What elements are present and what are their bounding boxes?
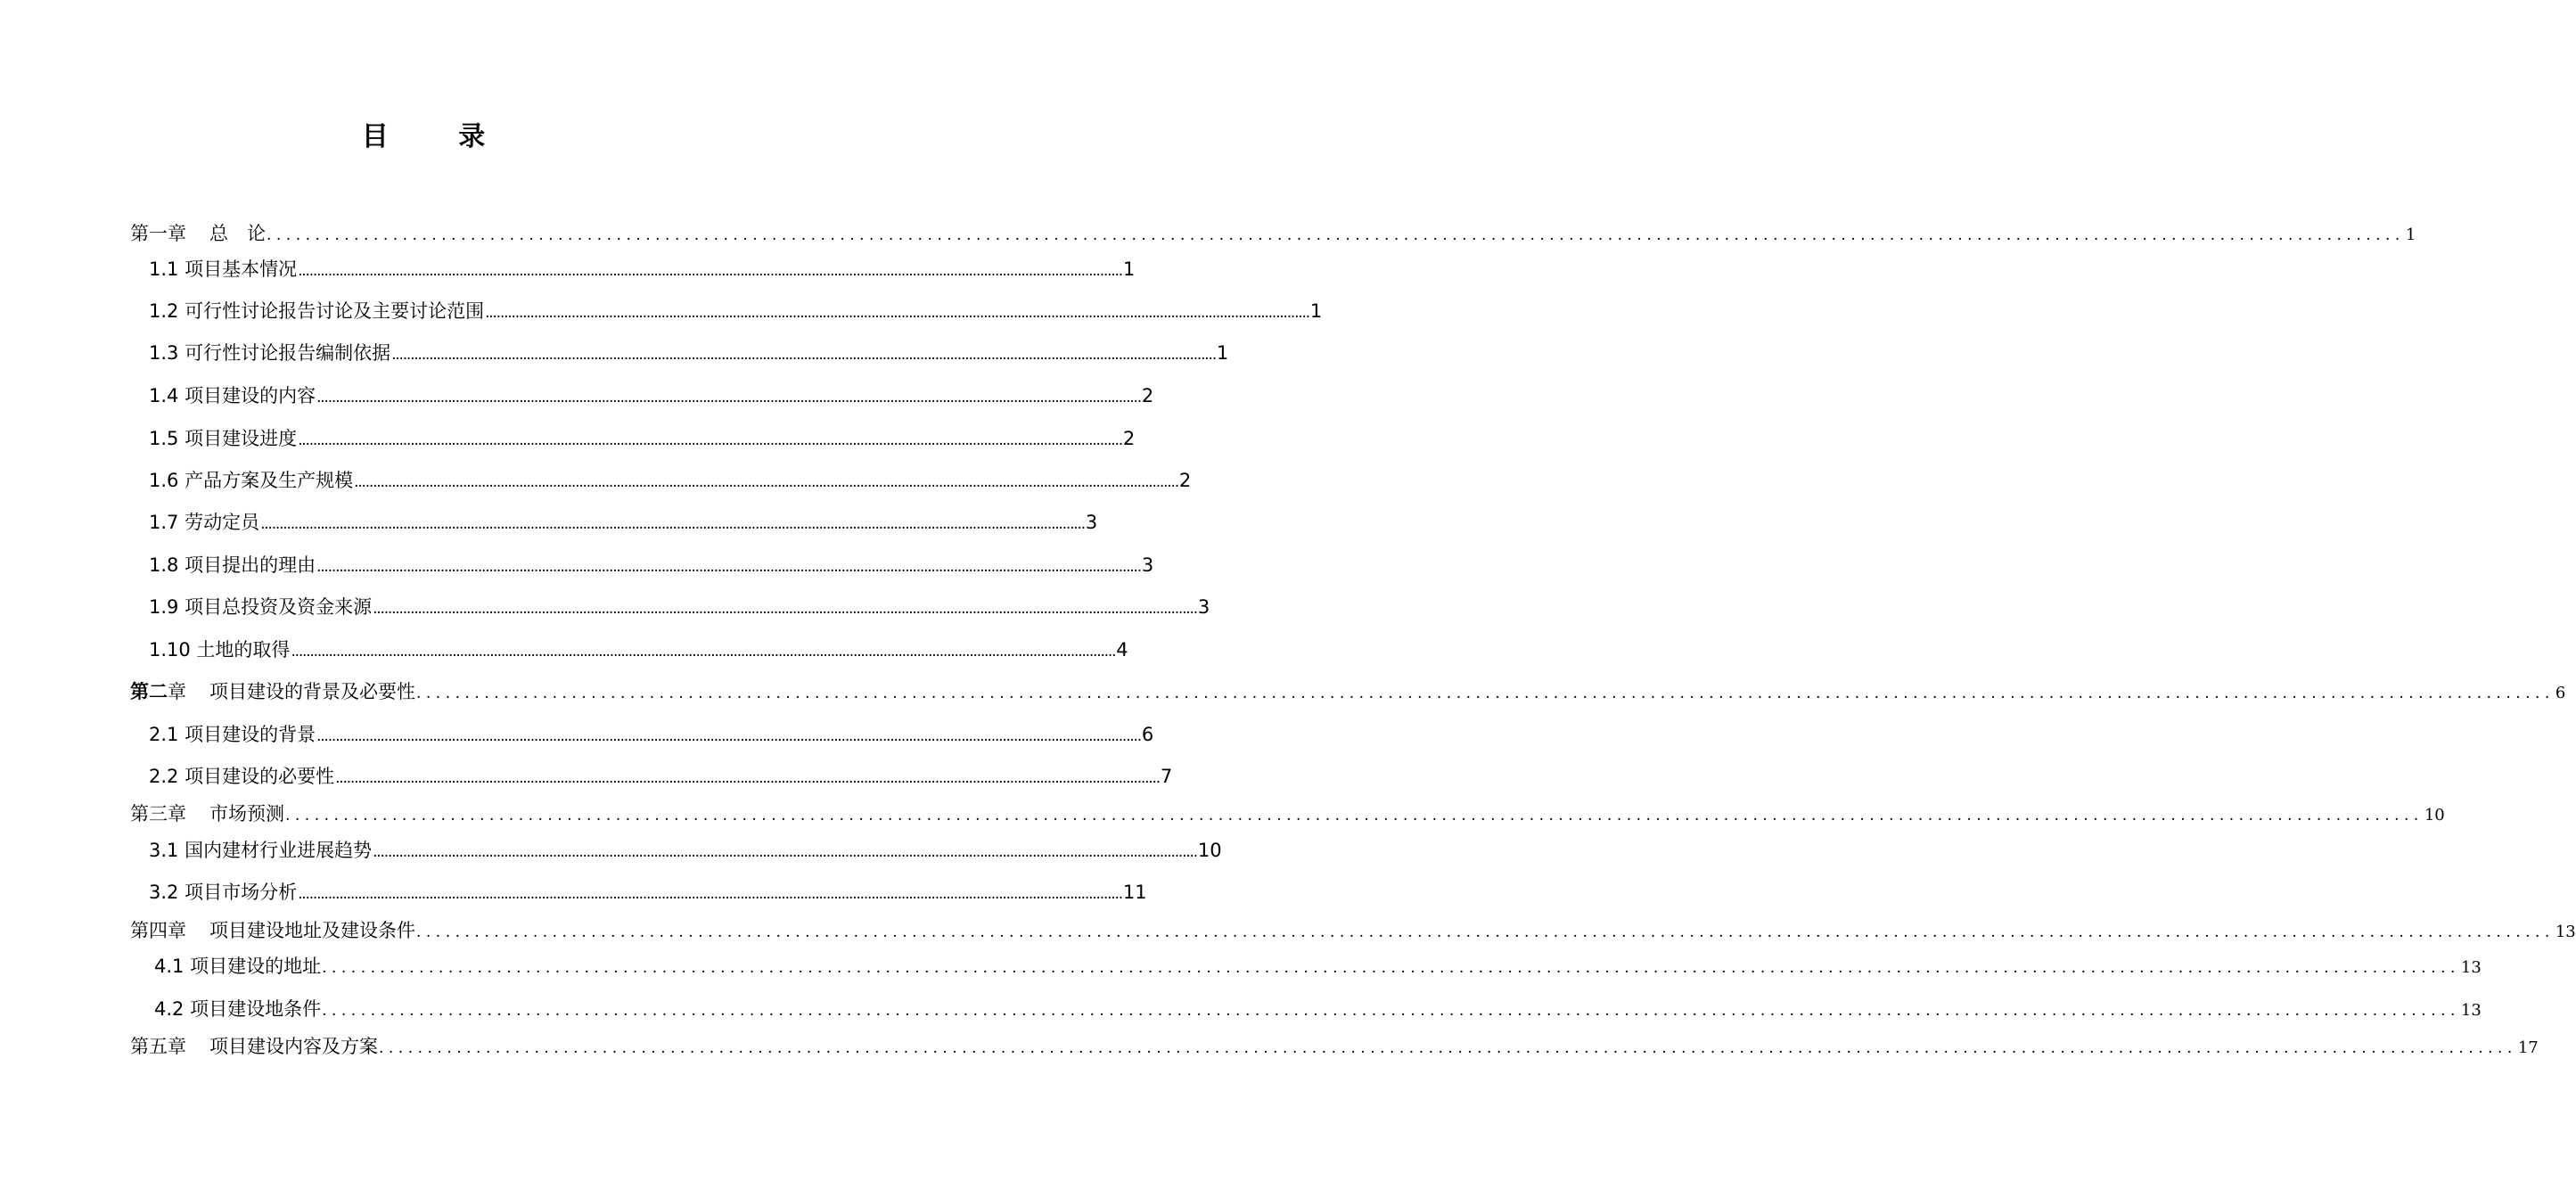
dot-leader: ............................................................................................................................................................................................................................ — [335, 769, 1160, 787]
page-number: 13 — [2460, 1001, 2482, 1020]
chapter-title: 市场预测 — [209, 803, 284, 825]
toc-entry-title: 1.5 项目建设进度 — [149, 428, 298, 449]
dot-leader: ............................................................................................................................................................................................................................ — [316, 727, 1141, 745]
page-number: 2 — [1141, 385, 1154, 406]
page-number: 2 — [1122, 428, 1136, 449]
toc-chapter-entry[interactable] — [130, 916, 2576, 943]
chapter-number: 第一章 — [130, 223, 186, 244]
page-number: 10 — [1197, 840, 1222, 861]
toc-section-entry[interactable] — [149, 255, 1136, 282]
dot-leader: ............................................................................................................................................................................................................................ — [260, 515, 1085, 533]
page-number: 3 — [1197, 596, 1210, 618]
dot-leader: ............................................................................................................................................................................................................................ — [298, 431, 1122, 449]
toc-entry-title — [130, 219, 266, 246]
toc-entry-title: 4.2 项目建设地条件 — [154, 998, 322, 1020]
page-number: 1 — [1216, 342, 1229, 364]
page-number: 13 — [2460, 958, 2482, 977]
page-number: 2 — [1178, 470, 1192, 491]
dot-leader: ............................................................................................................................................................................................................................ — [285, 807, 2424, 825]
page-number: 3 — [1141, 554, 1154, 576]
toc-entry-title — [130, 916, 415, 943]
page-number: 6 — [1141, 724, 1154, 745]
toc-entry-title: 3.1 国内建材行业进展趋势 — [149, 840, 373, 861]
toc-entry-title: 1.3 可行性讨论报告编制依据 — [149, 342, 391, 364]
dot-leader: ............................................................................................................................................................................................................................ — [416, 685, 2555, 702]
toc-entry-title: 1.9 项目总投资及资金来源 — [149, 596, 373, 618]
toc-section-entry[interactable] — [149, 636, 1128, 662]
toc-section-entry[interactable] — [149, 424, 1136, 451]
chapter-number: 第五章 — [130, 1036, 186, 1057]
dot-leader: ............................................................................................................................................................................................................................ — [316, 389, 1141, 406]
toc-entry-title: 2.2 项目建设的必要性 — [149, 766, 335, 787]
toc-entry-title: 4.1 项目建设的地址 — [154, 956, 322, 977]
chapter-number: 第三章 — [130, 803, 186, 825]
page-number: 11 — [1122, 882, 1147, 903]
page-number: 7 — [1160, 766, 1173, 787]
toc-entry-title: 1.8 项目提出的理由 — [149, 554, 316, 576]
toc-entry-title — [130, 1032, 378, 1059]
dot-leader: ............................................................................................................................................................................................................................ — [322, 959, 2460, 977]
toc-section-entry[interactable] — [149, 720, 1154, 747]
toc-chapter-entry[interactable] — [130, 1032, 2539, 1059]
toc-section-entry[interactable] — [149, 878, 1147, 905]
toc-entry-title: 1.6 产品方案及生产规模 — [149, 470, 354, 491]
dot-leader: ............................................................................................................................................................................................................................ — [485, 304, 1309, 322]
toc-section-entry[interactable] — [149, 339, 1229, 365]
dot-leader: ............................................................................................................................................................................................................................ — [322, 1002, 2460, 1020]
toc-section-entry[interactable] — [149, 593, 1210, 620]
toc-section-entry[interactable] — [149, 762, 1173, 789]
page-number: 1 — [2405, 226, 2416, 244]
dot-leader: ............................................................................................................................................................................................................................ — [373, 843, 1197, 861]
dot-leader: ............................................................................................................................................................................................................................ — [316, 558, 1141, 576]
dot-leader: ............................................................................................................................................................................................................................ — [298, 262, 1122, 280]
toc-entry-title: 1.2 可行性讨论报告讨论及主要讨论范围 — [149, 300, 485, 322]
dot-leader: ............................................................................................................................................................................................................................ — [354, 473, 1178, 491]
chapter-title: 总 论 — [209, 223, 266, 244]
page-title: 目 录 — [361, 121, 516, 152]
toc-section-entry[interactable] — [149, 508, 1098, 535]
chapter-title: 项目建设的背景及必要性 — [209, 681, 415, 702]
toc-chapter-entry[interactable] — [130, 677, 2566, 704]
dot-leader: ............................................................................................................................................................................................................................ — [379, 1039, 2517, 1057]
toc-entry-title: 1.10 土地的取得 — [149, 639, 291, 661]
page-number: 6 — [2555, 684, 2566, 702]
page-number: 4 — [1116, 639, 1128, 661]
dot-leader: ............................................................................................................................................................................................................................ — [391, 346, 1216, 364]
toc-entry-title: 1.7 劳动定员 — [149, 512, 260, 533]
dot-leader: ............................................................................................................................................................................................................................ — [373, 600, 1197, 618]
page-number: 17 — [2517, 1038, 2539, 1057]
toc-entry-title: 2.1 项目建设的背景 — [149, 724, 316, 745]
dot-leader: ............................................................................................................................................................................................................................ — [267, 226, 2405, 244]
page-number: 1 — [1309, 300, 1323, 322]
page-number: 1 — [1122, 258, 1136, 280]
toc-chapter-entry[interactable] — [130, 219, 2416, 246]
toc-section-entry[interactable] — [149, 466, 1192, 493]
toc-entry-title: 3.2 项目市场分析 — [149, 882, 298, 903]
dot-leader: ............................................................................................................................................................................................................................ — [298, 885, 1122, 903]
toc-entry-title — [130, 677, 415, 704]
toc-entry-title: 1.1 项目基本情况 — [149, 258, 298, 280]
dot-leader: ............................................................................................................................................................................................................................ — [291, 643, 1116, 661]
toc-section-entry[interactable] — [154, 995, 2482, 1022]
chapter-title: 项目建设内容及方案 — [209, 1036, 378, 1057]
page-number: 3 — [1085, 512, 1098, 533]
chapter-title: 项目建设地址及建设条件 — [209, 920, 415, 941]
toc-section-entry[interactable] — [149, 836, 1222, 863]
toc-section-entry[interactable] — [149, 551, 1154, 578]
dot-leader: ............................................................................................................................................................................................................................ — [416, 923, 2555, 941]
toc-section-entry[interactable] — [154, 952, 2482, 979]
toc-section-entry[interactable] — [149, 297, 1323, 324]
toc-section-entry[interactable] — [149, 382, 1154, 408]
page-number: 10 — [2424, 806, 2445, 825]
toc-entry-title — [130, 800, 284, 826]
chapter-number: 第二章 — [130, 681, 186, 702]
page-number: 13 — [2555, 923, 2576, 941]
chapter-number: 第四章 — [130, 920, 186, 941]
toc-entry-title: 1.4 项目建设的内容 — [149, 385, 316, 406]
toc-chapter-entry[interactable] — [130, 800, 2445, 826]
